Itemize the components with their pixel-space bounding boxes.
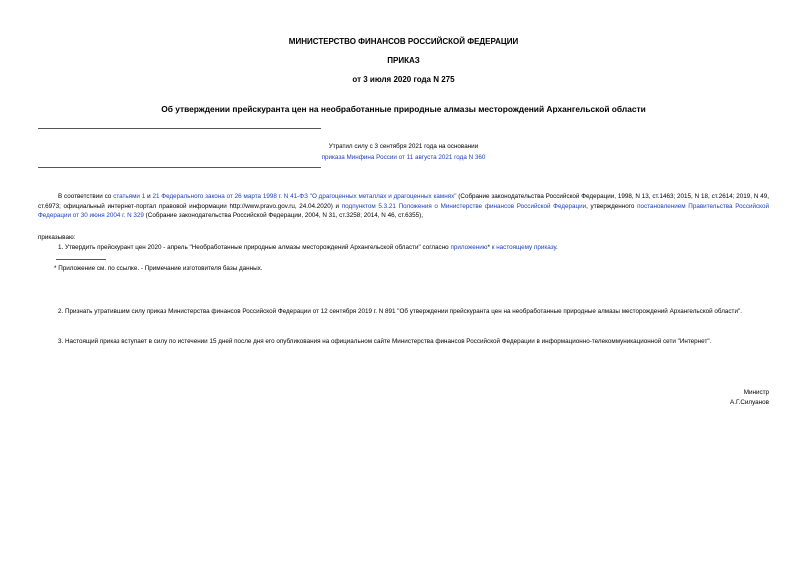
preamble-text-4: , утвержденного [586,202,638,210]
status-note-text: Утратил силу с 3 сентября 2021 года на основании [328,143,479,150]
preamble-text-3: (Собрание законодательства Российской Федерации, 1998, N 13, ст.1463; 2015, N 18, ст.2614; 2019, N 49, ст.6973; официальный интернет-портал правовой информации http://www.pravo.gov.ru, 24.04.2020) и [38,193,770,210]
order-word: приказываю: [38,234,76,241]
repeal-order-link[interactable]: приказа Минфина России от 11 августа 2021 года N 360 [321,154,486,161]
item-2-paragraph: 2. Признать утратившим силу приказ Министерства финансов Российской Федерации от 12 сентября 2019 г. N 891 "Об утверждении прейскуранта цен на необработанные природные алмазы месторождений Архангельской области". [58,308,742,315]
government-resolution-link[interactable]: постановлением Правительства Российской Федерации от 30 июня 2004 г. N 329 [38,202,769,220]
federal-law-link[interactable]: 21 Федерального закона от 26 марта 1998 г. N 41-ФЗ "О драгоценных металлах и драгоценных камнях" [152,193,457,200]
signature-block [730,388,769,408]
item-1-paragraph [38,243,769,253]
footnote: * Приложение см. по ссылке. - Примечание изготовителя базы данных. [54,265,263,272]
item-1-text: 1. Утвердить прейскурант цен 2020 - апрель "Необработанные природные алмазы месторождений Архангельской области" согласно [58,244,451,251]
preamble-text-2: и [145,193,153,200]
signatory-position: Министр [743,389,769,396]
preamble-text-1: В соответствии со [58,193,114,200]
regulation-subpoint-link[interactable]: подпунктом 5.3.21 Положения о Министерстве финансов Российской Федерации [341,202,587,210]
footnote-separator [56,259,106,260]
appendix-link[interactable]: приложению [450,244,488,251]
to-this-order-link[interactable]: к настоящему приказу [491,244,557,251]
status-note [200,141,607,163]
preamble-paragraph [38,192,769,221]
law-article-1-link[interactable]: статьями 1 [113,193,146,200]
separator-top [38,128,321,129]
ministry-heading: МИНИСТЕРСТВО ФИНАНСОВ РОССИЙСКОЙ ФЕДЕРАЦИИ [288,37,519,46]
item-1-asterisk: * [487,244,492,251]
preamble-text-5: (Собрание законодательства Российской Федерации, 2004, N 31, ст.3258; 2014, N 46, ст.6355), [143,212,424,220]
doc-type-heading: ПРИКАЗ [387,56,420,65]
date-number-heading: от 3 июля 2020 года N 275 [352,75,455,84]
document-title: Об утверждении прейскуранта цен на необработанные природные алмазы месторождений Архангельской области [161,104,646,114]
item-3-paragraph: 3. Настоящий приказ вступает в силу по истечении 15 дней после дня его опубликования на официальном сайте Министерства финансов Российской Федерации в информационно-телекоммуникационной сети "Интернет". [58,338,712,345]
signatory-name: А.Г.Силуанов [730,399,769,406]
item-1-end: . [556,244,558,251]
separator-bottom [38,167,321,168]
